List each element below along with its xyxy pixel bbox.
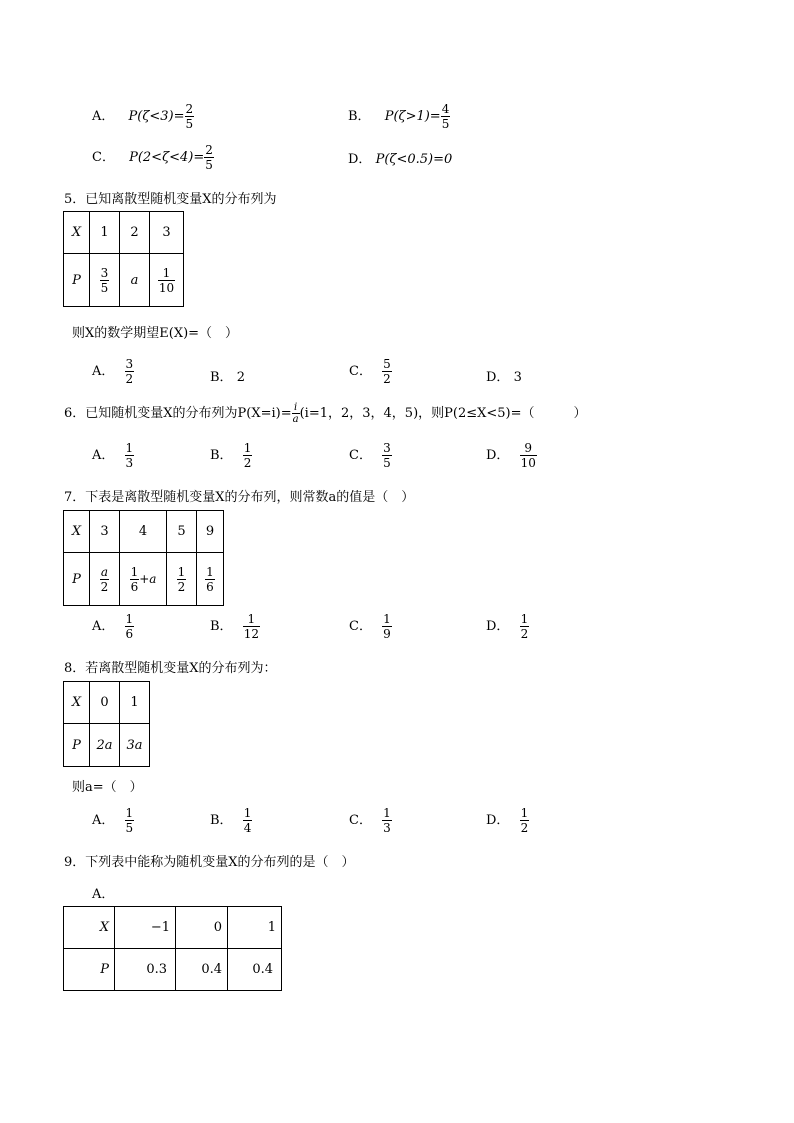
q4-option-b[interactable] [348, 102, 450, 131]
fraction: $\frac{i}{a}$ [292, 402, 299, 425]
table-cell: $\frac{1}{6}$ +a [120, 553, 167, 606]
q5-option-d[interactable] [486, 366, 522, 385]
option-label: C． [349, 448, 372, 463]
q5-distribution-table [63, 211, 184, 307]
q8-stem: 8．若离散型随机变量X的分布列为： [64, 661, 277, 676]
q8-option-d[interactable] [486, 806, 529, 835]
option-label: B． [210, 813, 233, 828]
table-cell: 5 [167, 511, 197, 553]
table-header-p: P [64, 553, 90, 606]
option-expression: P(ζ>1)= [384, 109, 441, 124]
q5-option-b[interactable] [210, 366, 245, 385]
fraction: $\frac{3}{2}$ [125, 357, 134, 386]
q6-option-b[interactable] [210, 441, 252, 470]
q9-stem: 9．下列表中能称为随机变量X的分布列的是（ ） [64, 855, 355, 870]
option-label: A． [92, 619, 115, 634]
option-label: B． [348, 109, 371, 124]
q5-question: 则X的数学期望E(X)=（ ） [72, 326, 239, 341]
table-cell: $\frac{3}{5}$ [90, 254, 120, 307]
q7-distribution-table [63, 510, 224, 606]
option-label: C． [349, 364, 372, 379]
option-value: 2 [236, 370, 245, 385]
fraction: $\frac{2}{5}$ [205, 143, 213, 172]
table-cell: $\frac{1}{2}$ [167, 553, 197, 606]
table-header-p: P [64, 949, 115, 991]
option-label: C． [349, 619, 372, 634]
table-cell: 0 [176, 907, 228, 949]
fraction: $\frac{1}{9}$ [383, 612, 391, 641]
q8-option-c[interactable] [349, 806, 392, 835]
q9-option-a-label[interactable]: A． [92, 887, 115, 902]
table-cell: a [120, 254, 150, 307]
option-label: A． [92, 448, 115, 463]
option-label: B． [210, 619, 233, 634]
table-cell: −1 [115, 907, 176, 949]
q4-option-d[interactable] [348, 148, 452, 167]
q6-stem-part1: 6．已知随机变量X的分布列为P(X=i)= [64, 406, 292, 421]
table-cell: 2 [120, 212, 150, 254]
option-label: C． [349, 813, 372, 828]
table-cell: 3 [90, 511, 120, 553]
q8-option-b[interactable] [210, 806, 252, 835]
table-cell: $\frac{1}{10}$ [150, 254, 184, 307]
q9-option-a-table [63, 906, 282, 991]
fraction: $\frac{1}{6}$ [125, 612, 134, 641]
q6-stem [64, 402, 587, 425]
fraction: $\frac{1}{2}$ [520, 612, 529, 641]
q7-option-c[interactable] [349, 612, 392, 641]
table-cell: 0.4 [176, 949, 228, 991]
table-header-x: X [64, 682, 90, 724]
fraction: $\frac{5}{2}$ [383, 357, 391, 386]
table-header-x: X [64, 212, 90, 254]
table-cell: 0.4 [228, 949, 282, 991]
option-label: B． [210, 370, 233, 385]
table-cell: 0.3 [115, 949, 176, 991]
table-cell: $\frac{1}{6}$ [197, 553, 224, 606]
q5-option-c[interactable] [349, 357, 392, 386]
table-cell: 1 [90, 212, 120, 254]
table-cell: 3a [120, 724, 150, 767]
q8-distribution-table [63, 681, 150, 767]
fraction: $\frac{9}{10}$ [520, 441, 536, 470]
option-expression: P(ζ<3)= [128, 109, 185, 124]
q5-stem: 5．已知离散型随机变量X的分布列为 [64, 192, 277, 207]
option-label: A． [92, 109, 115, 124]
option-value: 3 [513, 370, 522, 385]
table-cell: 1 [228, 907, 282, 949]
q6-option-d[interactable] [486, 441, 537, 470]
table-header-x: X [64, 511, 90, 553]
table-header-p: P [64, 724, 90, 767]
table-cell: 2a [90, 724, 120, 767]
q8-question: 则a=（ ） [72, 780, 143, 795]
q4-option-c[interactable] [92, 143, 214, 172]
option-label: D． [348, 152, 372, 167]
q7-option-b[interactable] [210, 612, 260, 641]
fraction: $\frac{1}{5}$ [125, 806, 134, 835]
q7-stem: 7．下表是离散型随机变量X的分布列，则常数a的值是（ ） [64, 490, 415, 505]
option-label: A． [92, 813, 115, 828]
option-expression: P(2<ζ<4)= [129, 150, 205, 165]
table-cell: 1 [120, 682, 150, 724]
q7-option-d[interactable] [486, 612, 529, 641]
fraction: $\frac{1}{4}$ [243, 806, 252, 835]
fraction: $\frac{4}{5}$ [441, 102, 450, 131]
option-label: A． [92, 364, 115, 379]
option-label: D． [486, 813, 510, 828]
option-label: D． [486, 370, 510, 385]
q6-option-a[interactable] [92, 441, 134, 470]
table-header-x: X [64, 907, 115, 949]
option-label: D． [486, 448, 510, 463]
option-label: B． [210, 448, 233, 463]
q6-stem-part2: (i=1，2，3，4，5)，则P(2≤X<5)=（ ） [299, 406, 587, 421]
fraction: $\frac{1}{3}$ [383, 806, 391, 835]
table-cell: 0 [90, 682, 120, 724]
q4-option-a[interactable] [92, 102, 194, 131]
table-header-p: P [64, 254, 90, 307]
q6-option-c[interactable] [349, 441, 392, 470]
fraction: $\frac{1}{2}$ [520, 806, 529, 835]
fraction: $\frac{2}{5}$ [185, 102, 194, 131]
fraction: $\frac{1}{2}$ [243, 441, 252, 470]
q7-option-a[interactable] [92, 612, 134, 641]
table-cell: $\frac{a}{2}$ [90, 553, 120, 606]
fraction: $\frac{1}{3}$ [125, 441, 134, 470]
option-expression: P(ζ<0.5)=0 [375, 152, 453, 167]
fraction: $\frac{3}{5}$ [383, 441, 391, 470]
q5-option-a[interactable] [92, 357, 134, 386]
table-cell: 9 [197, 511, 224, 553]
table-cell: 4 [120, 511, 167, 553]
table-cell: 3 [150, 212, 184, 254]
fraction: $\frac{1}{12}$ [243, 612, 259, 641]
q8-option-a[interactable] [92, 806, 134, 835]
option-label: C． [92, 150, 115, 165]
option-label: D． [486, 619, 510, 634]
